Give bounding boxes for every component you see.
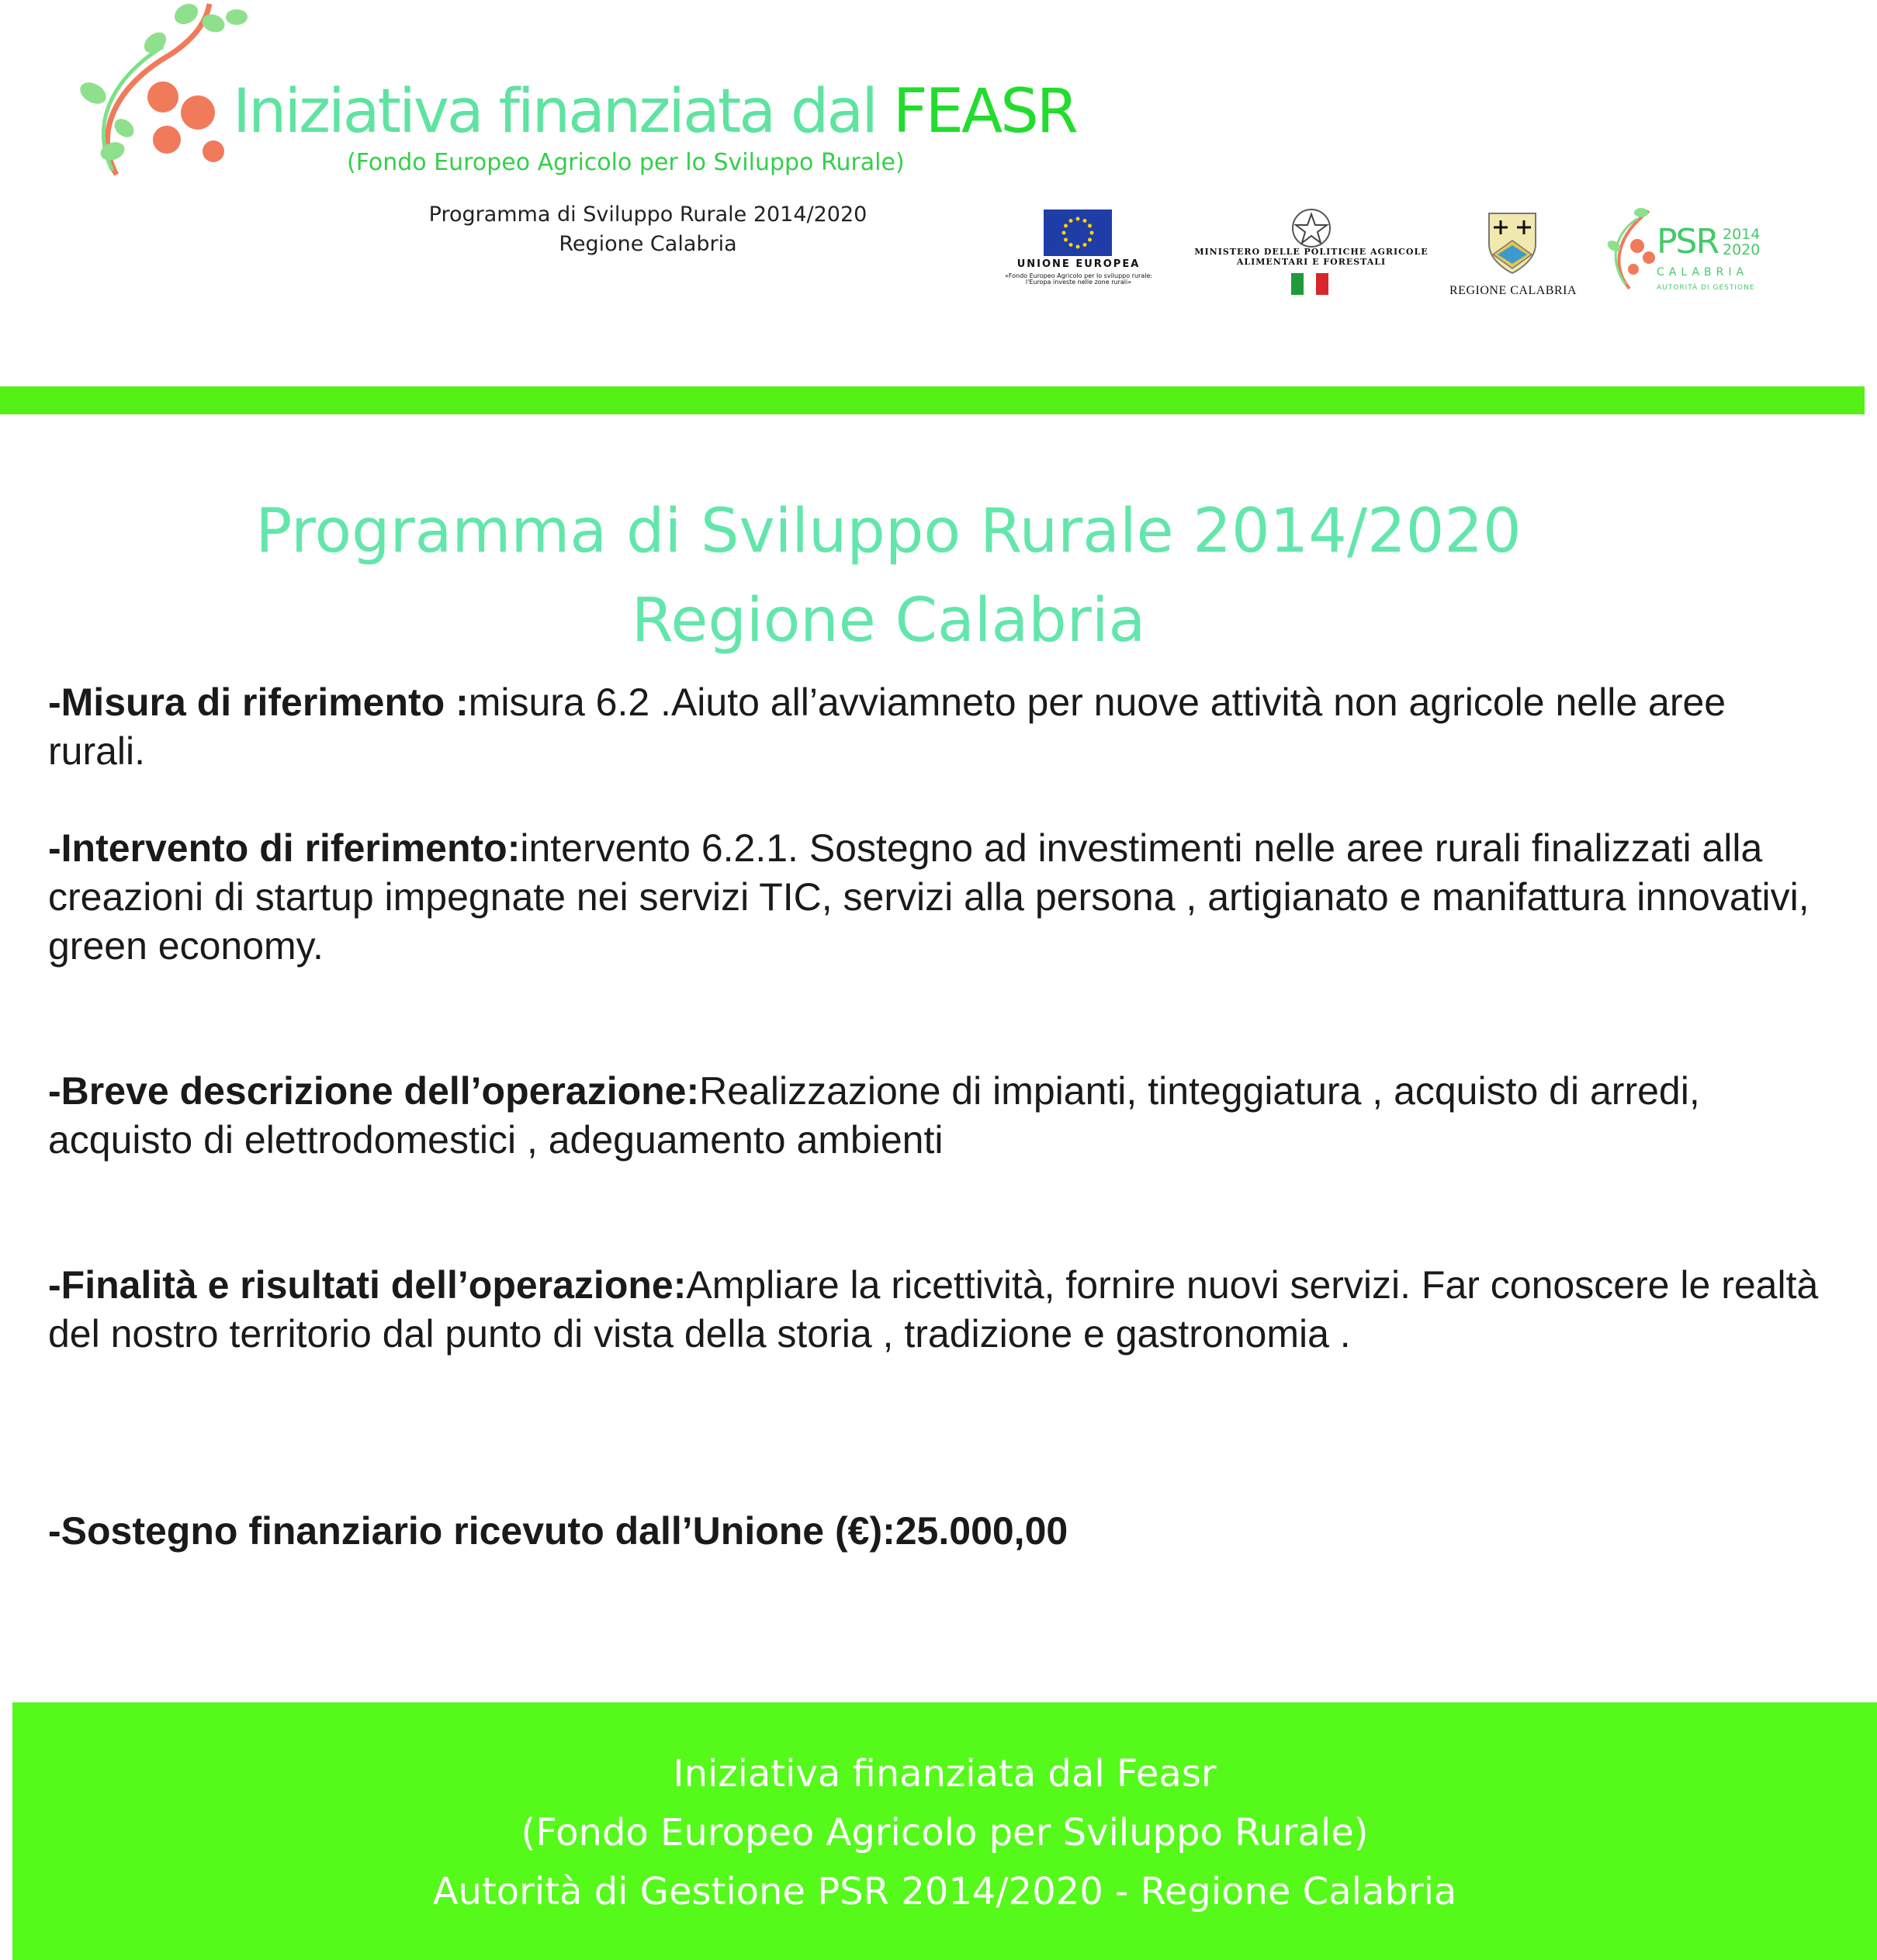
page-title-line1: Programma di Sviluppo Rurale 2014/2020 [255, 497, 1522, 566]
section-finalita-label: -Finalità e risultati dell’operazione: [48, 1263, 687, 1307]
eu-name: UNIONE EUROPEA [1016, 258, 1141, 270]
section-intervento-label: -Intervento di riferimento: [48, 826, 521, 870]
eu-flag-icon [1044, 210, 1112, 256]
psr-year2: 2020 [1723, 241, 1761, 258]
calabria-crest-icon [1485, 210, 1539, 276]
section-finalita [48, 1261, 1833, 1359]
section-descrizione-text: Realizzazione di impianti, tinteggiatura , acquisto di arredi, acquisto di elettrodomestici , adeguamento ambienti [48, 1069, 1700, 1162]
section-descrizione [48, 1067, 1833, 1165]
header-program [415, 200, 881, 259]
eu-slogan-line2: l'Europa investe nelle zone rurali» [1025, 279, 1132, 286]
ministry-text [1187, 248, 1435, 267]
footer-text [12, 1744, 1877, 1921]
header-program-line2: Regione Calabria [559, 232, 737, 256]
footer-line2: (Fondo Europeo Agricolo per Sviluppo Rurale) [521, 1811, 1369, 1854]
page-title-line2: Regione Calabria [631, 586, 1146, 656]
calabria-logo-text: REGIONE CALABRIA [1449, 284, 1577, 297]
header-program-line1: Programma di Sviluppo Rurale 2014/2020 [428, 203, 868, 227]
header-title-feasr: FEASR [892, 77, 1076, 147]
ministry-line1: MINISTERO DELLE POLITICHE AGRICOLE [1194, 247, 1429, 257]
section-misura-label: -Misura di riferimento : [48, 680, 469, 724]
ministry-line2: ALIMENTARI E FORESTALI [1236, 256, 1387, 267]
psr-year1: 2014 [1723, 226, 1761, 243]
header-title [233, 77, 1076, 147]
section-intervento [48, 824, 1833, 971]
feasr-branch-logo [70, 0, 256, 178]
italian-emblem-icon [1290, 206, 1333, 250]
section-sostegno [48, 1507, 1833, 1556]
page-title [0, 487, 1777, 666]
header-title-main: Iniziativa finanziata dal [233, 77, 876, 147]
eu-slogan-line1: «Fondo Europeo Agricolo per lo sviluppo rurale: [1004, 272, 1153, 279]
eu-logo-text [970, 259, 1187, 286]
footer-line3: Autorità di Gestione PSR 2014/2020 - Regione Calabria [432, 1870, 1457, 1913]
psr-authority: AUTORITÀ DI GESTIONE [1657, 284, 1755, 292]
header-subtitle: (Fondo Europeo Agricolo per lo Sviluppo Rurale) [347, 149, 905, 176]
section-descrizione-label: -Breve descrizione dell’operazione: [48, 1069, 700, 1113]
section-sostegno-label: -Sostegno finanziario ricevuto dall’Unione (€):25.000,00 [48, 1509, 1068, 1553]
section-misura-text: misura 6.2 .Aiuto all’avviamneto per nuove attività non agricole nelle aree rurali. [48, 680, 1726, 773]
header-divider [0, 386, 1865, 414]
psr-label: PSR [1657, 222, 1719, 261]
footer-line1: Iniziativa finanziata dal Feasr [673, 1752, 1217, 1796]
psr-years [1723, 227, 1760, 258]
section-misura [48, 678, 1833, 776]
section-finalita-text: Ampliare la ricettività, fornire nuovi servizi. Far conoscere le realtà del nostro territorio dal punto di vista della storia , tradizione e gastronomia . [48, 1263, 1819, 1356]
italian-flag-icon [1291, 273, 1328, 295]
psr-region: CALABRIA [1657, 266, 1749, 279]
section-intervento-text: intervento 6.2.1. Sostegno ad investimenti nelle aree rurali finalizzati alla creazioni di startup impegnate nei servizi TIC, servizi alla persona , artigianato e manifattura innovativi, green economy. [48, 826, 1809, 968]
